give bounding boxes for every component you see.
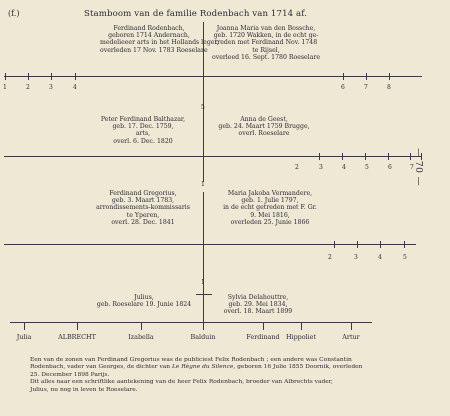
tick <box>301 322 302 330</box>
sibling-number: 6 <box>341 84 345 91</box>
child-name: Ferdinand <box>246 333 280 341</box>
tick <box>365 153 366 160</box>
footnote-line: Julius, nu nog in leven te Roeselare. <box>30 386 138 393</box>
footnote-text: Rodenbach, vader van Georges, de dichter van <box>30 364 172 371</box>
page-number-mark: — 70 — <box>413 148 423 187</box>
gen4-marker: 1 <box>201 279 205 286</box>
child-name: Izabella <box>128 333 154 341</box>
gen4-right-line: overl. 18. Maart 1899 <box>223 308 293 316</box>
gen3-right-line: geb. 1. Julie 1797, <box>241 197 299 205</box>
gen2-right-line: overl. Roeselare <box>238 130 290 138</box>
gen3-left-line: Ferdinand Gregorius, <box>109 190 177 197</box>
gen1-right-line: geb. 1720 Wakken, in de echt ge- <box>213 32 319 40</box>
child-name: Artur <box>342 333 360 341</box>
gen3-left-line: geb. 3. Maart 1783, <box>111 197 175 205</box>
footnote-text: geboren 16 Julie 1855 Doornik, overleden <box>235 364 363 371</box>
sibling-number: 3 <box>354 254 358 261</box>
gen3-left-line: overl. 28. Dec. 1841 <box>111 218 175 226</box>
gen3-left-line: arrondissements-kommissaris <box>96 204 190 212</box>
sibling-number: 7 <box>410 164 414 171</box>
child-name: Hippoliet <box>285 333 317 341</box>
tick <box>421 153 422 160</box>
footnote-line: 25. December 1898 Parijs. <box>30 371 110 378</box>
gen1-right-line: overleed 16. Sept. 1780 Roeselare <box>211 53 321 61</box>
tick <box>366 73 367 80</box>
sibling-number: 7 <box>364 84 368 91</box>
tick <box>51 73 52 80</box>
gen3-right-person <box>210 190 330 226</box>
sibling-number: 5 <box>365 164 369 171</box>
sibling-number: 8 <box>387 84 391 91</box>
footnote-italic-title: Le Règne du Silence, <box>171 364 236 371</box>
sibling-number: 1 <box>3 84 7 91</box>
gen2-sibling-line <box>4 156 422 157</box>
gen1-right-line: treden met Ferdinand Nov. 1748 <box>214 39 318 47</box>
tick <box>75 73 76 80</box>
footnote-line: Dit alles naar een schriftlike aantekening van de heer Felix Rodenbach, broeder van Albrechts vader, <box>30 379 333 386</box>
gen1-left-line: geboren 1714 Andernach, <box>108 32 190 40</box>
tick <box>334 241 335 248</box>
sibling-number: 2 <box>328 254 332 261</box>
sibling-number: 3 <box>319 164 323 171</box>
gen1-right-person <box>207 25 325 61</box>
tick <box>343 73 344 80</box>
gen4-right-line: Sylvia Delahouttre, <box>227 294 289 301</box>
tick <box>380 241 381 248</box>
tick <box>5 73 6 80</box>
gen3-right-line: Maria Jakoba Vermandere, <box>227 190 313 197</box>
tick <box>410 153 411 160</box>
tick <box>319 153 320 160</box>
section-label: (f.) <box>8 9 20 18</box>
tick <box>351 322 352 330</box>
gen2-left-line: arts, <box>135 130 151 138</box>
page-title: Stamboom van de familie Rodenbach van 1714 af. <box>84 9 308 19</box>
gen2-right-line: Anna de Geest, <box>240 116 288 123</box>
tick <box>203 322 204 330</box>
gen4-right-person <box>212 294 304 316</box>
sibling-number: 5 <box>403 254 407 261</box>
gen2-connector <box>203 76 204 182</box>
sibling-number: 2 <box>26 84 30 91</box>
gen1-left-line: Ferdinand Rodenbach, <box>113 25 185 32</box>
children-line <box>10 322 372 323</box>
gen2-left-line: overl. 6. Dec. 1820 <box>113 137 173 145</box>
gen3-marker: 1 <box>201 181 205 188</box>
tick <box>28 73 29 80</box>
child-name: ALBRECHT <box>58 333 96 341</box>
gen3-left-line: te Yperen, <box>126 211 160 219</box>
tick <box>388 153 389 160</box>
gen1-left-line: overleden 17 Nov. 1783 Roeselare <box>100 46 208 54</box>
gen4-couple-mark <box>196 294 212 295</box>
gen4-right-line: geb. 29. Mei 1834, <box>228 301 288 309</box>
gen4-left-line: Julius, <box>134 294 154 301</box>
gen3-right-line: overleden 25. Junie 1866 <box>230 218 310 226</box>
gen4-left-line: geb. Roeselare 19. Junie 1824 <box>96 301 192 309</box>
footnote <box>30 357 362 394</box>
gen2-right-line: geb. 24. Maart 1759 Brugge, <box>218 123 310 131</box>
gen2-marker: 5 <box>201 104 205 111</box>
gen1-right-line: Joanna Maria van den Bossche, <box>216 25 316 32</box>
tick <box>263 322 264 330</box>
gen4-left-person <box>92 294 196 308</box>
tick <box>342 153 343 160</box>
gen3-sibling-line <box>4 244 416 245</box>
gen3-right-line: in de echt getreden met F. Gr. <box>223 204 317 212</box>
gen1-sibling-line <box>4 76 422 77</box>
gen2-right-person <box>212 116 316 138</box>
gen3-left-person <box>90 190 196 226</box>
gen1-right-line: te Rijsel, <box>252 46 280 54</box>
tick <box>404 241 405 248</box>
tick <box>389 73 390 80</box>
gen1-left-person <box>100 25 219 54</box>
tick <box>24 322 25 330</box>
child-name: Balduin <box>190 333 216 341</box>
tick <box>357 241 358 248</box>
gen2-left-line: Peter Ferdinand Balthazar, <box>100 116 186 123</box>
sibling-number: 4 <box>73 84 77 91</box>
tick <box>141 322 142 330</box>
sibling-number: 3 <box>49 84 53 91</box>
gen3-couple-divider <box>203 192 204 244</box>
tick <box>77 322 78 330</box>
sibling-number: 2 <box>295 164 299 171</box>
gen2-left-person <box>90 116 196 145</box>
sibling-number: 4 <box>342 164 346 171</box>
footnote-line: Een van de zonen van Ferdinand Gregorius was de publiciest Felix Rodenbach ; een andere was Constantin <box>30 357 352 363</box>
sibling-number: 4 <box>378 254 382 261</box>
gen1-couple-divider <box>203 22 204 76</box>
footnote-line <box>30 364 362 371</box>
gen3-right-line: 9. Mei 1816, <box>250 211 290 219</box>
gen1-left-line: medelieeer arts in het Hollands leger, <box>100 39 219 47</box>
gen2-left-line: geb. 17. Dec. 1759, <box>112 123 174 131</box>
child-name: Julia <box>16 333 32 341</box>
sibling-number: 6 <box>388 164 392 171</box>
